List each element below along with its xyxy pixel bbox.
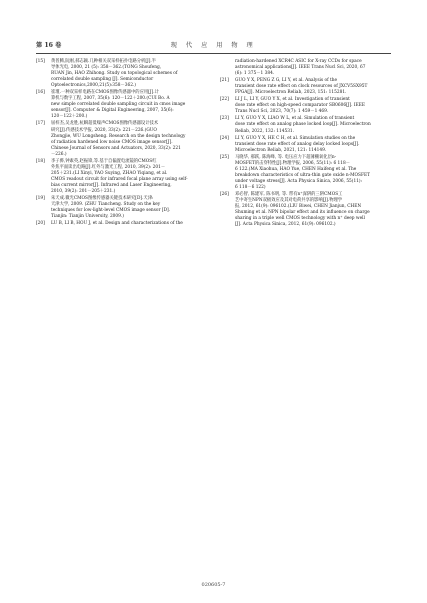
reference-text: 李子骅,钟素英,赵振锋,等.基于自偏置电流镜的CMOS红 外焦平面读出电路[J].红外与激光工程, 2010, 39(2): 201－ 205＋231.(LI Xinyi, YAO Suying, ZHAO Yiqiang, et al. CMOS readout circuit for infrared focal plane array using self- bias current mirror[J]. Infrared and Laser Engineering, 2010, 39(2): 201－205＋231.) <box>51 158 188 194</box>
reference-text: LI Y, GUO Y X, LIAO W L, et al. Simulation of transient dose rate effect on analog phase locked loop[J]. Microelectron Reliab, 2022, 132: 114531. <box>235 116 371 134</box>
reference-number: [16] <box>36 90 45 96</box>
reference-text: 马晓华, 郝跃, 陈海峰, 等. 电压应力下超薄栅氧化层n- MOSFET的击穿特性[J].物理学报, 2006, 55(11): 6 118－ 6 122.(MA Xiaohua, HAO Yue, CHEN Haifeng et al. The breakdown characteristics of ultra-thin gate oxide n-MOSFET under voltage stress[J]. Acta Physica Sinica, 2006, 55(11): 6 118－6 122) <box>235 154 370 190</box>
reference-text: 黄普腾,阮刚,郝志颖.几种相关双采样拓扑电路分析[J].半 导体光电, 2000, 21 (5): 358－362.(TONG Shoufeng, RUAN Jin, HAO Zhihong. Study on topological schemes of correlated double sampling [J]. Semiconductor Optoelectronics,2000,21(5):358－362.) <box>51 59 178 89</box>
reference-number: [22] <box>220 97 229 103</box>
reference-text: 屈梓杰,吴龙胜,杭瞬超低噪声CMOS图像传感器设计技术 研究[J].传感技术学报, 2020, 33(2): 221－226.(GUO Zhongjie, WU Longsheng. Research on the design technology of radiation hardened low noise CMOS image sensor[J]. Chinese Journal of Sensors and Actuators, 2020, 33(2): 221 －226.) <box>51 121 186 157</box>
reference-text: LU B, LI B, HOU J, et al. Design and characterizations of the <box>51 221 183 227</box>
reference-item <box>36 196 206 220</box>
reference-number: [15] <box>36 59 45 64</box>
page-header <box>36 40 391 52</box>
journal-title: 现 代 应 用 物 理 <box>170 42 257 49</box>
reference-text: 邓必智, 陈建军, 陈书明, 等. 带有n⁺深阱的三阱CMOS工 艺中寄生NPN双极效应及其对电荷共享的影响[J].物理学 报, 2012, 61(9): 096102.(LIU Biwei, CHEN Jianjun, CHEN Shuming et al. NPN bipolar effect and its influence on charge sharing in a triple well CMOS technology with n⁺ deep well [J]. Acta Physica Sinica, 2012, 61(9): 096102.) <box>235 191 370 228</box>
reference-number: [23] <box>220 116 229 122</box>
reference-item <box>220 116 390 134</box>
references-right-column <box>220 59 390 229</box>
reference-text: LI Y, GUO Y X, HE C H, et al. Simulation studies on the transient dose rate effect of analog delay locked loops[J]. Microelectron Reliab, 2021, 121: 114149. <box>235 135 360 153</box>
reference-text: LI J L, LI Y, GUO Y X, et al. Investigation of transient dose rate effect on high-speed comparator SB0606[J]. IEEE Trans Nucl Sci, 2023, 70(7): 1 459－1 469. <box>235 97 366 115</box>
reference-text: radiation-hardened XCR4C ASIC for X-ray CCDs for space astronomical applications[J]. IEEE Trans Nucl Sci, 2020, 67 (6): 1 375－1 384. <box>235 59 366 77</box>
reference-item <box>220 155 390 191</box>
reference-text: 朱天成.微光CMOS图像传感器关键技术研究[D].天津: 天津大学, 2009. (ZHU Tiancheng. Study on the key techniques for low-light-level CMOS image sensor [D]. Tianjin: Tianjin University, 2009.) <box>51 196 171 220</box>
reference-item <box>36 90 206 120</box>
reference-number: [17] <box>36 121 45 127</box>
reference-item <box>36 59 206 89</box>
reference-number: [25] <box>220 154 229 160</box>
reference-number: [19] <box>36 196 45 202</box>
reference-number: [24] <box>220 135 229 141</box>
reference-item <box>36 221 206 227</box>
reference-text: 崔瑾.一种双采样电路在CMOS图像传感器中的应用[J].计 算机与数字工程, 2007, 35(6): 120－122＋200.(CUI Bo. A new simple correlated double sampling circuit in cmos image sensor[J]. Computer & Digital Engineering, 2007, 35(6): 120－122＋200.) <box>51 90 186 120</box>
reference-item <box>36 159 206 195</box>
reference-item <box>220 136 390 154</box>
reference-item <box>220 192 390 228</box>
volume-label: 第 16 卷 <box>36 42 62 49</box>
references-left-column <box>36 59 206 228</box>
reference-number: [26] <box>220 191 229 197</box>
page-number: 020605-7 <box>201 582 226 588</box>
reference-item <box>220 59 390 77</box>
reference-item <box>220 97 390 115</box>
reference-number: [18] <box>36 158 45 164</box>
header-rule <box>36 53 391 54</box>
reference-item <box>36 121 206 157</box>
reference-number: [21] <box>220 78 229 84</box>
reference-number: [20] <box>36 221 45 227</box>
reference-item <box>220 78 390 96</box>
reference-text: GUO Y X, PENG Z G, LI Y, et al. Analysis of the transient dose rate effect on clock resources of JXCV5SX95T FPGA[J]. Microelectron Reliab, 2023, 151: 115281. <box>235 78 368 96</box>
